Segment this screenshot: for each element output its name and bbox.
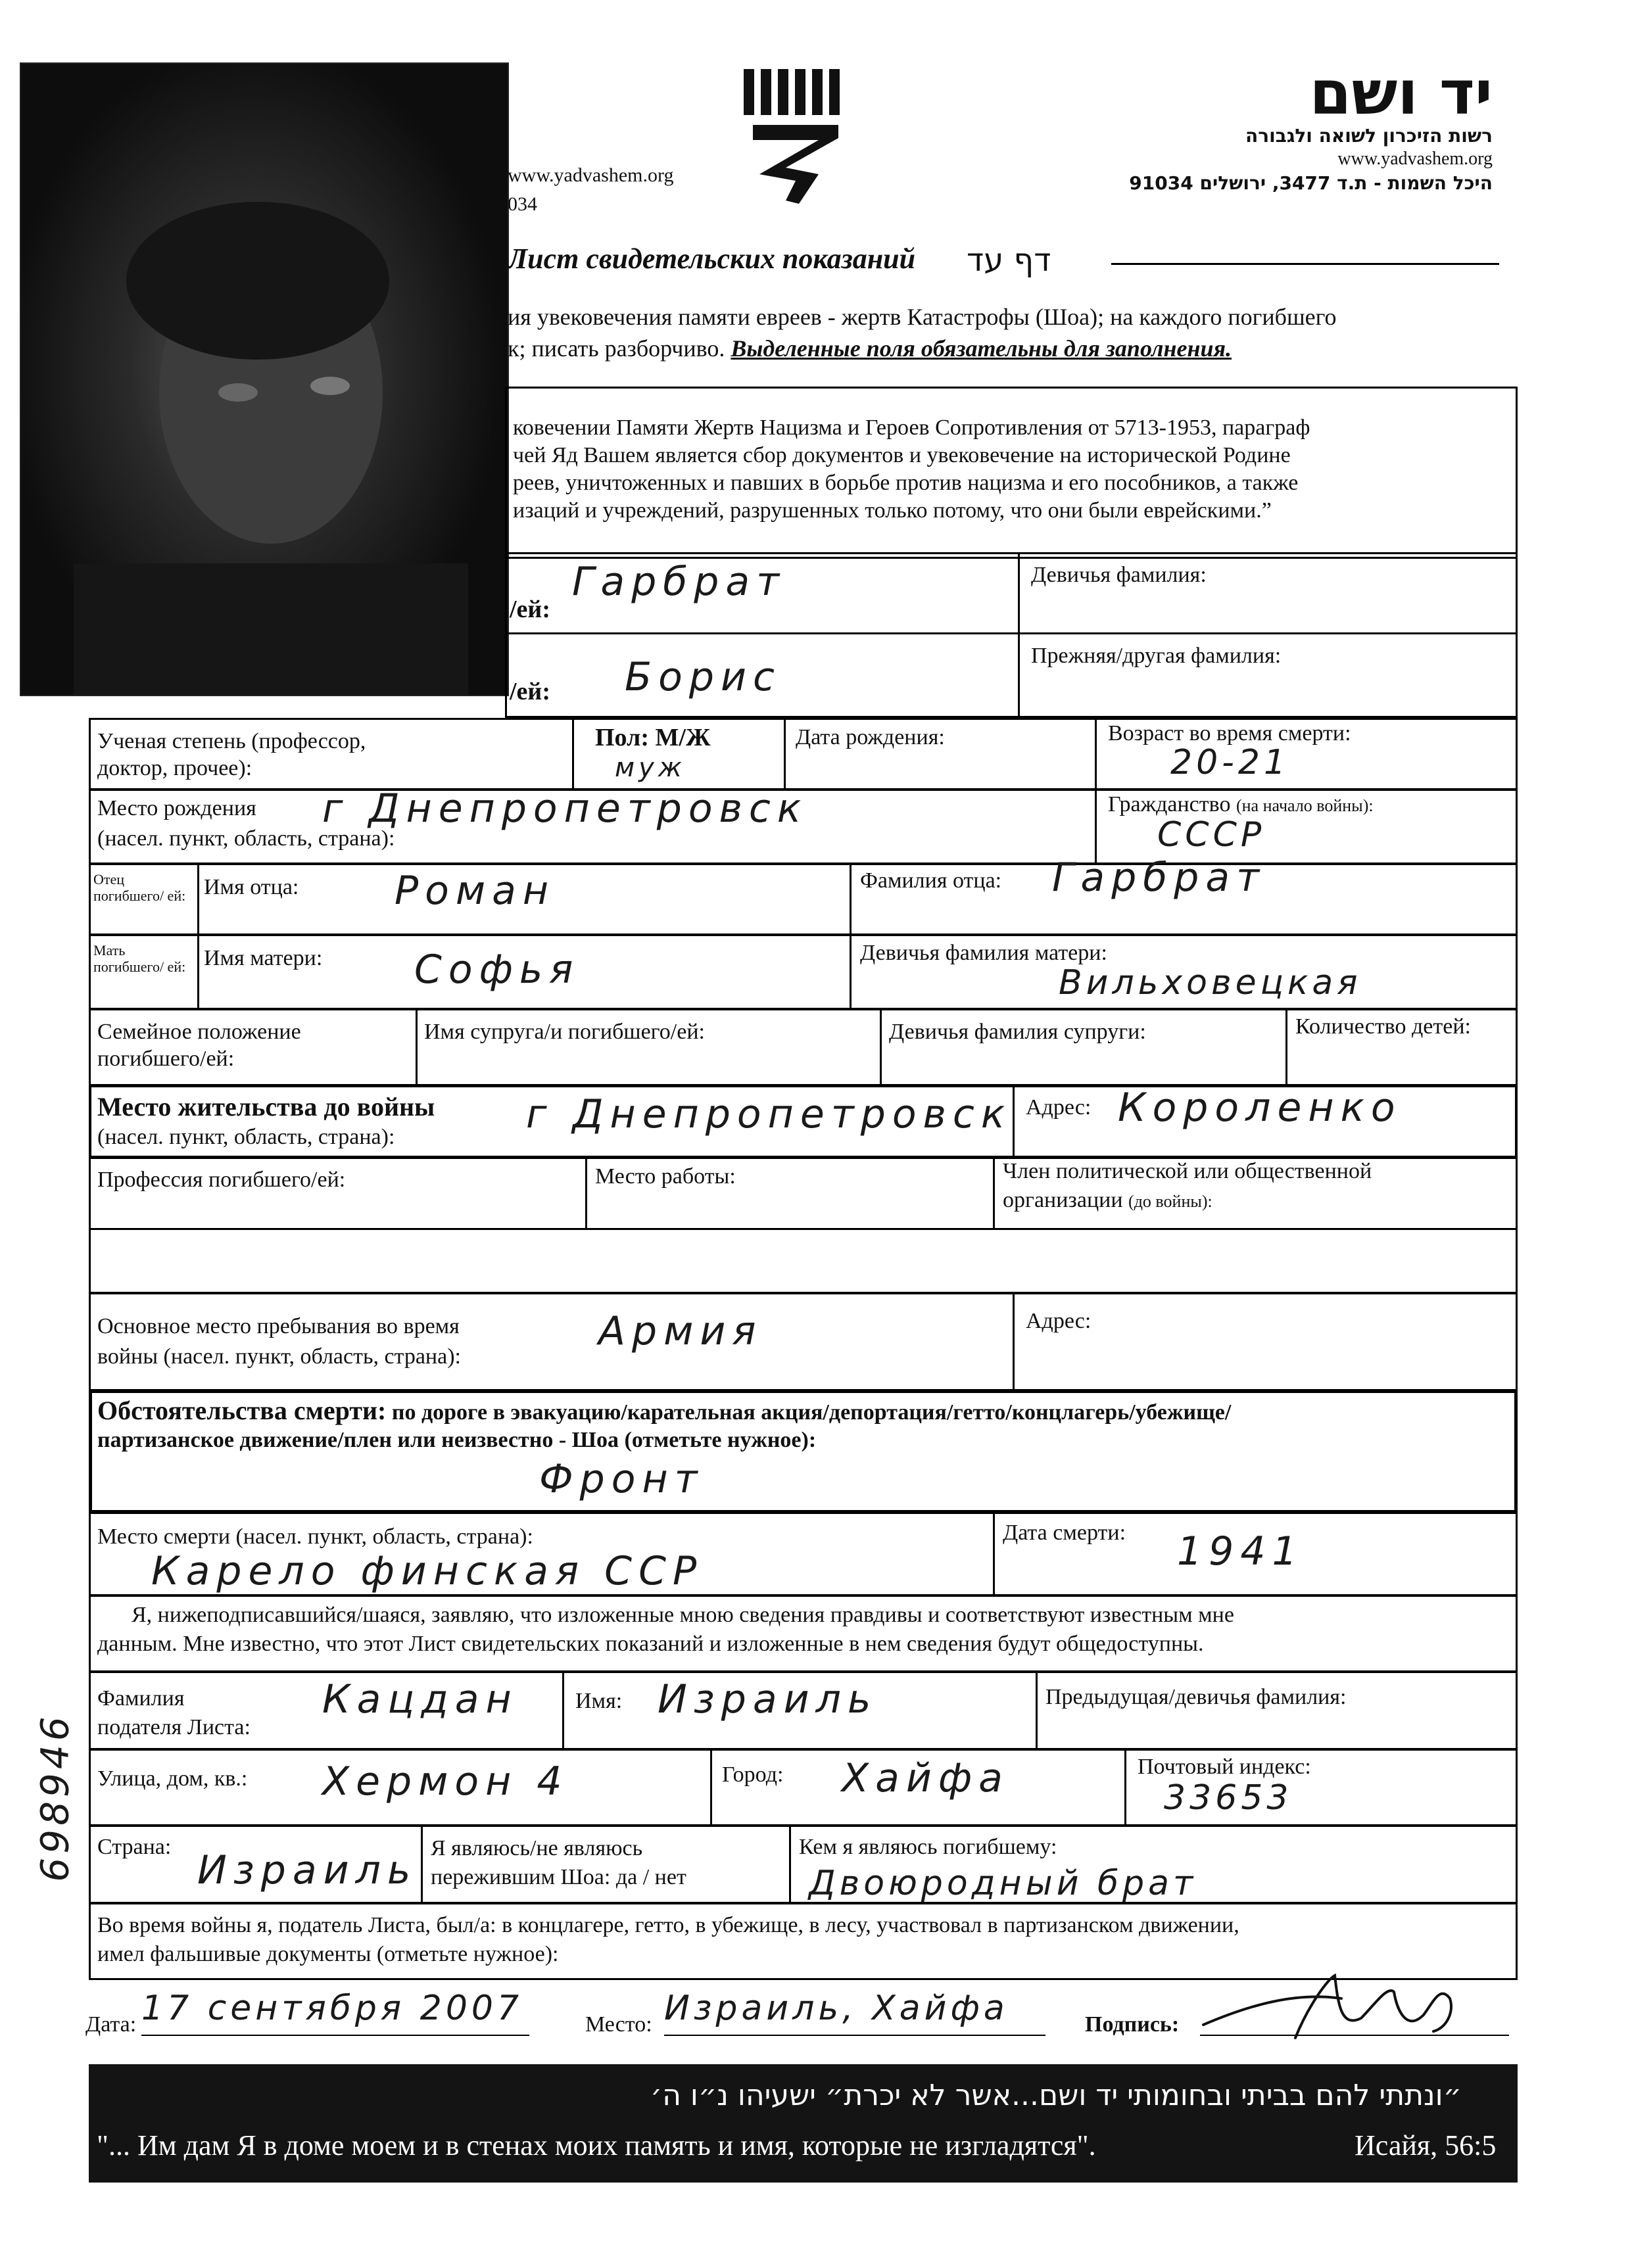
citizenship-value[interactable]: СССР xyxy=(1157,815,1266,855)
form-title: Лист свидетельских показаний xyxy=(508,243,916,275)
photo xyxy=(20,62,509,696)
residence-address-label: Адрес: xyxy=(1026,1095,1092,1120)
photo-portrait-icon xyxy=(21,64,508,695)
footer-reference: Исайя, 56:5 xyxy=(1355,2129,1497,2162)
death-place-value[interactable]: Карело финская ССР xyxy=(151,1548,704,1594)
residence-address-value[interactable]: Короленко xyxy=(1118,1085,1402,1131)
father-name-value[interactable]: Роман xyxy=(395,868,556,914)
spouse-name-label: Имя супруга/и погибшего/ей: xyxy=(424,1020,705,1044)
death-date-value[interactable]: 1941 xyxy=(1177,1528,1304,1574)
hebrew-title: יד ושם xyxy=(1309,58,1493,128)
signature-label: Подпись: xyxy=(1085,2012,1180,2037)
residence-value[interactable]: г Днепропетровск xyxy=(526,1091,1012,1137)
submitter-wartime-line2: имел фальшивые документы (отметьте нужное): xyxy=(97,1942,559,1966)
wartime-label-2: войны (насел. пункт, область, страна): xyxy=(97,1344,461,1369)
children-count-label: Количество детей: xyxy=(1295,1014,1471,1039)
firstname-value[interactable]: Борис xyxy=(625,654,781,700)
birthplace-sublabel: (насел. пункт, область, страна): xyxy=(97,826,395,851)
relation-label: Кем я являюсь погибшему: xyxy=(799,1835,1057,1859)
organization-label: Член политической или общественной xyxy=(1003,1159,1372,1183)
father-row xyxy=(89,863,1518,935)
footer-hebrew-verse: ״ונתתי להם בביתי ובחומותי יד ושם...אשר לא יכרת״ ישעיהו נ״ו ה׳ xyxy=(650,2079,1462,2112)
signoff-date-value[interactable]: 17 сентября 2007 xyxy=(141,1989,523,2028)
declaration-line2: данным. Мне известно, что этот Лист свидетельских показаний и изложенные в нем сведения будут общедоступны. xyxy=(97,1632,1204,1656)
hebrew-address: היכל השמות - ת.ד 3477, ירושלים 91034 xyxy=(1129,172,1493,194)
circumstances-label: Обстоятельства смерти: xyxy=(97,1396,387,1425)
submitter-wartime-line1: Во время войны я, податель Листа, был/а: в концлагере, гетто, в убежище, в лесу, участвовал в партизанском движении, xyxy=(97,1913,1239,1937)
firstname-label: /ей: xyxy=(510,678,550,705)
law-line1: ковечении Памяти Жертв Нацизма и Героев Сопротивления от 5713-1953, параграф xyxy=(513,415,1310,440)
menorah-logo-icon xyxy=(740,62,852,207)
submitter-name-value[interactable]: Израиль xyxy=(658,1676,878,1722)
former-name-label: Прежняя/другая фамилия: xyxy=(1031,644,1282,668)
birthplace-label: Место рождения xyxy=(97,796,256,820)
father-name-label: Имя отца: xyxy=(204,875,299,899)
country-label: Страна: xyxy=(97,1835,172,1859)
survivor-options: пережившим Шоа: да / нет xyxy=(431,1865,686,1889)
declaration-line1: Я, нижеподписавшийся/шаяся, заявляю, что изложенные мною сведения правдивы и соответствуют известным мне xyxy=(132,1603,1234,1627)
mother-maiden-value[interactable]: Вильховецкая xyxy=(1059,963,1362,1003)
signature-scribble[interactable] xyxy=(1197,1966,1473,2051)
submitter-surname-sublabel: подателя Листа: xyxy=(97,1715,251,1739)
circumstances-line1 xyxy=(97,1395,1231,1426)
surname-label: /ей: xyxy=(510,596,550,623)
law-line3: реев, уничтоженных и павших в борьбе против нацизма и его пособников, а также xyxy=(513,471,1299,495)
website-right: www.yadvashem.org xyxy=(1337,149,1493,169)
intro-required-note: Выделенные поля обязательны для заполнения. xyxy=(731,335,1232,362)
circumstances-value[interactable]: Фронт xyxy=(539,1456,704,1502)
postal-left: 034 xyxy=(508,193,537,215)
city-value[interactable]: Хайфа xyxy=(842,1755,1009,1801)
father-surname-value[interactable]: Гарбрат xyxy=(1052,855,1266,901)
profession-label: Профессия погибшего/ей: xyxy=(97,1168,346,1192)
wartime-address-label: Адрес: xyxy=(1026,1309,1092,1333)
sex-value[interactable]: муж xyxy=(615,753,686,783)
workplace-label: Место работы: xyxy=(595,1164,736,1189)
submitter-surname-label: Фамилия xyxy=(97,1686,185,1711)
signoff-place-label: Место: xyxy=(585,2012,652,2037)
street-value[interactable]: Хермон 4 xyxy=(322,1759,569,1805)
residence-sublabel: (насел. пункт, область, страна): xyxy=(97,1125,395,1149)
wartime-row xyxy=(89,1292,1518,1391)
residence-label: Место жительства до войны xyxy=(97,1092,435,1122)
father-surname-label: Фамилия отца: xyxy=(860,868,1002,893)
law-line4: изаций и учреждений, разрушенных только потому, что они были еврейскими.” xyxy=(513,498,1272,523)
website-left: www.yadvashem.org xyxy=(508,164,674,186)
mother-name-label: Имя матери: xyxy=(204,946,323,970)
zip-label: Почтовый индекс: xyxy=(1138,1755,1311,1779)
organization-label-2-text: организации xyxy=(1003,1188,1123,1212)
maiden-name-label: Девичья фамилия: xyxy=(1031,563,1207,587)
city-label: Город: xyxy=(722,1762,784,1787)
form-title-hebrew: דף עד xyxy=(967,242,1051,279)
mother-maiden-label: Девичья фамилия матери: xyxy=(860,941,1107,965)
circumstances-options: по дороге в эвакуацию/карательная акция/депортация/гетто/концлагерь/убежище/ xyxy=(386,1400,1232,1425)
surname-value[interactable]: Гарбрат xyxy=(572,559,786,605)
yad-vashem-logo xyxy=(740,62,852,207)
death-date-label: Дата смерти: xyxy=(1003,1521,1126,1545)
side-stamp-number: 698946 xyxy=(32,1713,78,1882)
intro-line2-plain: к; писать разборчиво. xyxy=(508,335,731,362)
intro-line1: ия увековечения памяти евреев - жертв Катастрофы (Шоа); на каждого погибшего xyxy=(508,304,1337,330)
organization-label-2 xyxy=(1003,1187,1212,1214)
wartime-label-1: Основное место пребывания во время xyxy=(97,1314,460,1338)
death-place-label: Место смерти (насел. пункт, область, страна): xyxy=(97,1524,533,1549)
sex-label: Пол: М/Ж xyxy=(595,724,711,751)
signoff-place-value[interactable]: Израиль, Хайфа xyxy=(664,1989,1009,2028)
mother-side-label: Мать погибшего/ ей: xyxy=(93,942,186,976)
circumstances-line2: партизанское движение/плен или неизвестно - Шоа (отметьте нужное): xyxy=(97,1428,817,1452)
zip-value[interactable]: 33653 xyxy=(1164,1778,1293,1818)
organization-note: (до войны): xyxy=(1128,1192,1212,1211)
country-value[interactable]: Израиль xyxy=(197,1847,418,1893)
citizenship-label-text: Гражданство xyxy=(1108,792,1231,816)
title-rule xyxy=(1111,263,1499,265)
signature-icon xyxy=(1197,1966,1473,2051)
hebrew-subtitle: רשות הזיכרון לשואה ולגבורה xyxy=(1245,125,1493,147)
wartime-value[interactable]: Армия xyxy=(598,1308,763,1354)
marital-status-label: Семейное положение погибшего/ей: xyxy=(97,1020,301,1071)
submitter-surname-value[interactable]: Кацдан xyxy=(322,1676,518,1722)
citizenship-label xyxy=(1108,791,1374,818)
mother-name-value[interactable]: Софья xyxy=(414,947,580,993)
footer-russian-verse: "... Им дам Я в доме моем и в стенах моих память и имя, которые не изгладятся". xyxy=(97,2129,1096,2162)
father-side-label: Отец погибшего/ ей: xyxy=(93,871,186,905)
age-value[interactable]: 20-21 xyxy=(1170,743,1290,782)
footer-band xyxy=(89,2064,1518,2183)
law-line2: чей Яд Вашем является сбор документов и увековечение на исторической Родине xyxy=(513,443,1291,467)
age-label: Возраст во время смерти: xyxy=(1108,721,1351,745)
degree-label: Ученая степень (профессор, доктор, прочее): xyxy=(97,729,366,780)
submitter-name-label: Имя: xyxy=(575,1689,623,1713)
citizenship-note: (на начало войны): xyxy=(1236,796,1374,815)
street-label: Улица, дом, кв.: xyxy=(97,1766,248,1791)
signoff-date-label: Дата: xyxy=(85,2012,137,2037)
relation-value[interactable]: Двоюродный брат xyxy=(809,1864,1197,1903)
spouse-maiden-label: Девичья фамилия супруги: xyxy=(889,1020,1146,1044)
submitter-prev-name-label: Предыдущая/девичья фамилия: xyxy=(1045,1685,1347,1709)
dob-label: Дата рождения: xyxy=(796,725,945,749)
survivor-label: Я являюсь/не являюсь xyxy=(431,1836,643,1860)
birthplace-value[interactable]: г Днепропетровск xyxy=(322,786,808,832)
intro-line2 xyxy=(508,334,1232,364)
